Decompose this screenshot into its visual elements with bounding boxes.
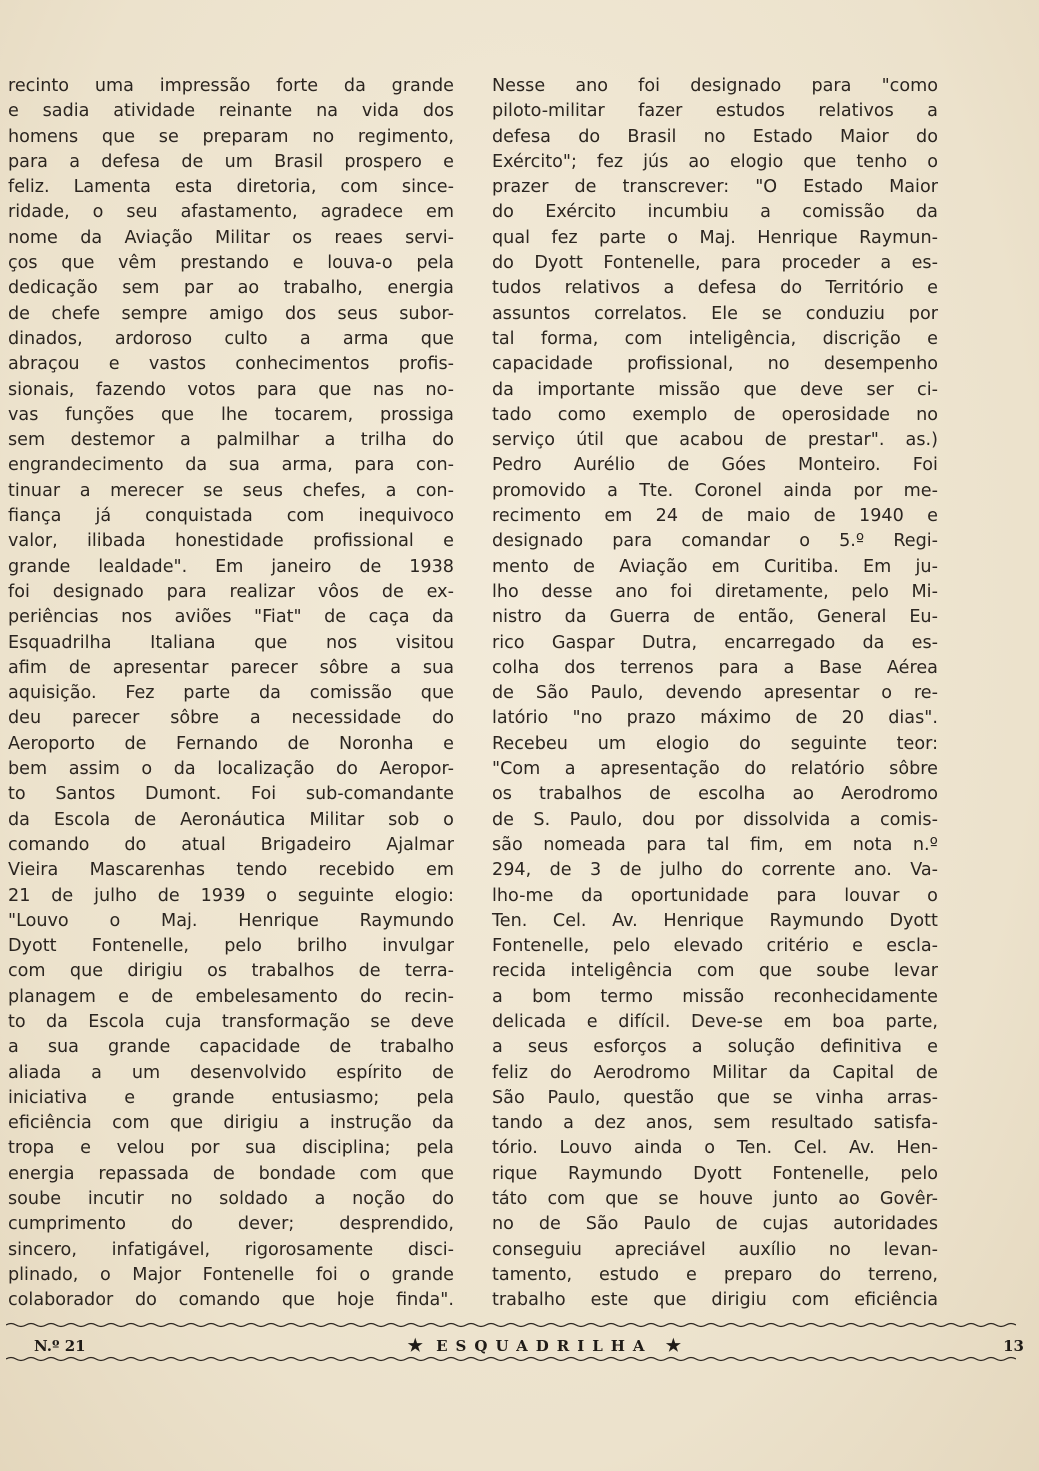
text-line: homens que se preparam no regimento, xyxy=(8,126,454,147)
text-line: assuntos correlatos. Ele se conduziu por xyxy=(492,303,938,324)
footer-rule-top xyxy=(6,1322,1016,1328)
text-line: foi designado para realizar vôos de ex- xyxy=(8,581,454,602)
text-line: tudos relativos a defesa do Território e xyxy=(492,278,938,299)
text-line: tando a dez anos, sem resultado satisfa- xyxy=(492,1113,938,1134)
text-line: comando do atual Brigadeiro Ajalmar xyxy=(8,834,454,855)
text-line: feliz. Lamenta esta diretoria, com since- xyxy=(8,177,454,198)
text-line: Vieira Mascarenhas tendo recebido em xyxy=(8,860,454,881)
text-line: sem destemor a palmilhar a trilha do xyxy=(8,430,454,451)
text-line: cumprimento do dever; desprendido, xyxy=(8,1214,454,1235)
text-line: 21 de julho de 1939 o seguinte elogio: xyxy=(8,885,454,906)
text-line: periências nos aviões "Fiat" de caça da xyxy=(8,607,454,628)
text-line: qual fez parte o Maj. Henrique Raymun- xyxy=(492,227,938,248)
text-line: Dyott Fontenelle, pelo brilho invulgar xyxy=(8,936,454,957)
issue-number: N.º 21 xyxy=(34,1337,86,1355)
text-line: tal forma, com inteligência, discrição e xyxy=(492,328,938,349)
text-line: ridade, o seu afastamento, agradece em xyxy=(8,202,454,223)
text-line: feliz do Aerodromo Militar da Capital de xyxy=(492,1062,938,1083)
text-column-left xyxy=(8,74,454,1314)
text-line: Esquadrilha Italiana que nos visitou xyxy=(8,632,454,653)
page-number: 13 xyxy=(1003,1337,1024,1355)
text-line: táto com que se houve junto ao Govêr- xyxy=(492,1189,938,1210)
text-column-right xyxy=(492,74,938,1314)
star-icon: ★ xyxy=(407,1336,423,1356)
text-line: to Santos Dumont. Foi sub-comandante xyxy=(8,784,454,805)
text-line: "Com a apresentação do relatório sôbre xyxy=(492,759,938,780)
text-line: 294, de 3 de julho do corrente ano. Va- xyxy=(492,860,938,881)
text-line: sincero, infatigável, rigorosamente disci- xyxy=(8,1239,454,1260)
text-line: aquisição. Fez parte da comissão que xyxy=(8,683,454,704)
text-line: Exército"; fez jús ao elogio que tenho o xyxy=(492,151,938,172)
text-line: com que dirigiu os trabalhos de terra- xyxy=(8,961,454,982)
text-line: no de São Paulo de cujas autoridades xyxy=(492,1214,938,1235)
text-line: Ten. Cel. Av. Henrique Raymundo Dyott xyxy=(492,910,938,931)
text-line: energia repassada de bondade com que xyxy=(8,1163,454,1184)
text-line: colaborador do comando que hoje finda". xyxy=(8,1290,454,1311)
text-line: plinado, o Major Fontenelle foi o grande xyxy=(8,1264,454,1285)
text-line: "Louvo o Maj. Henrique Raymundo xyxy=(8,910,454,931)
text-line: ços que vêm prestando e louva-o pela xyxy=(8,253,454,274)
page-footer xyxy=(34,1336,1024,1356)
text-line: colha dos terrenos para a Base Aérea xyxy=(492,657,938,678)
text-line: tinuar a merecer se seus chefes, a con- xyxy=(8,480,454,501)
text-line: rique Raymundo Dyott Fontenelle, pelo xyxy=(492,1163,938,1184)
text-line: são nomeada para tal fim, em nota n.º xyxy=(492,834,938,855)
text-line: grande lealdade". Em janeiro de 1938 xyxy=(8,556,454,577)
text-line: designado para comandar o 5.º Regi- xyxy=(492,531,938,552)
text-line: eficiência com que dirigiu a instrução da xyxy=(8,1113,454,1134)
text-line: tropa e velou por sua disciplina; pela xyxy=(8,1138,454,1159)
text-line: bem assim o da localização do Aeropor- xyxy=(8,759,454,780)
text-line: engrandecimento da sua arma, para con- xyxy=(8,455,454,476)
text-line: trabalho este que dirigiu com eficiência xyxy=(492,1290,938,1311)
text-line: nome da Aviação Militar os reaes servi- xyxy=(8,227,454,248)
star-icon: ★ xyxy=(665,1336,682,1356)
text-line: mento de Aviação em Curitiba. Em ju- xyxy=(492,556,938,577)
text-line: Nesse ano foi designado para "como xyxy=(492,76,938,96)
text-line: dedicação sem par ao trabalho, energia xyxy=(8,278,454,299)
text-line: fiança já conquistada com inequivoco xyxy=(8,506,454,527)
text-line: da Escola de Aeronáutica Militar sob o xyxy=(8,809,454,830)
text-line: recida inteligência com que soube levar xyxy=(492,961,938,982)
text-line: recimento em 24 de maio de 1940 e xyxy=(492,506,938,527)
text-line: a sua grande capacidade de trabalho xyxy=(8,1037,454,1058)
text-line: de São Paulo, devendo apresentar o re- xyxy=(492,683,938,704)
text-line: lho-me da oportunidade para louvar o xyxy=(492,885,938,906)
text-line: lho desse ano foi diretamente, pelo Mi- xyxy=(492,581,938,602)
text-line: vas funções que lhe tocarem, prossiga xyxy=(8,404,454,425)
text-line: to da Escola cuja transformação se deve xyxy=(8,1011,454,1032)
text-line: delicada e difícil. Deve-se em boa parte, xyxy=(492,1011,938,1032)
text-line: recinto uma impressão forte da grande xyxy=(8,76,454,96)
text-line: para a defesa de um Brasil prospero e xyxy=(8,151,454,172)
text-line: soube incutir no soldado a noção do xyxy=(8,1189,454,1210)
text-line: Recebeu um elogio do seguinte teor: xyxy=(492,733,938,754)
text-line: rico Gaspar Dutra, encarregado da es- xyxy=(492,632,938,653)
text-line: de S. Paulo, dou por dissolvida a comis- xyxy=(492,809,938,830)
text-line: os trabalhos de escolha ao Aerodromo xyxy=(492,784,938,805)
text-line: tório. Louvo ainda o Ten. Cel. Av. Hen- xyxy=(492,1138,938,1159)
text-line: São Paulo, questão que se vinha arras- xyxy=(492,1087,938,1108)
text-line: afim de apresentar parecer sôbre a sua xyxy=(8,657,454,678)
text-line: do Exército incumbiu a comissão da xyxy=(492,202,938,223)
text-line: Fontenelle, pelo elevado critério e escla- xyxy=(492,936,938,957)
text-line: tamento, estudo e preparo do terreno, xyxy=(492,1264,938,1285)
text-line: Aeroporto de Fernando de Noronha e xyxy=(8,733,454,754)
text-line: aliada a um desenvolvido espírito de xyxy=(8,1062,454,1083)
text-line: deu parecer sôbre a necessidade do xyxy=(8,708,454,729)
text-line: capacidade profissional, no desempenho xyxy=(492,354,938,375)
text-line: a seus esforços a solução definitiva e xyxy=(492,1037,938,1058)
magazine-title: ESQUADRILHA xyxy=(436,1337,653,1355)
text-line: valor, ilibada honestidade profissional e xyxy=(8,531,454,552)
text-line: nistro da Guerra de então, General Eu- xyxy=(492,607,938,628)
text-line: sionais, fazendo votos para que nas no- xyxy=(8,379,454,400)
text-line: planagem e de embelesamento do recin- xyxy=(8,986,454,1007)
text-line: a bom termo missão reconhecidamente xyxy=(492,986,938,1007)
text-line: Pedro Aurélio de Góes Monteiro. Foi xyxy=(492,455,938,476)
text-line: latório "no prazo máximo de 20 dias". xyxy=(492,708,938,729)
text-line: de chefe sempre amigo dos seus subor- xyxy=(8,303,454,324)
text-line: serviço útil que acabou de prestar". as.) xyxy=(492,430,938,451)
text-line: prazer de transcrever: "O Estado Maior xyxy=(492,177,938,198)
text-line: da importante missão que deve ser ci- xyxy=(492,379,938,400)
magazine-masthead xyxy=(408,1336,681,1356)
text-line: iniciativa e grande entusiasmo; pela xyxy=(8,1087,454,1108)
text-line: abraçou e vastos conhecimentos profis- xyxy=(8,354,454,375)
text-line: e sadia atividade reinante na vida dos xyxy=(8,101,454,122)
footer-rule-bottom xyxy=(6,1356,1016,1362)
text-line: do Dyott Fontenelle, para proceder a es- xyxy=(492,253,938,274)
text-line: defesa do Brasil no Estado Maior do xyxy=(492,126,938,147)
text-line: conseguiu apreciável auxílio no levan- xyxy=(492,1239,938,1260)
text-line: dinados, ardoroso culto a arma que xyxy=(8,328,454,349)
text-line: promovido a Tte. Coronel ainda por me- xyxy=(492,480,938,501)
text-line: piloto-militar fazer estudos relativos a xyxy=(492,101,938,122)
text-line: tado como exemplo de operosidade no xyxy=(492,404,938,425)
